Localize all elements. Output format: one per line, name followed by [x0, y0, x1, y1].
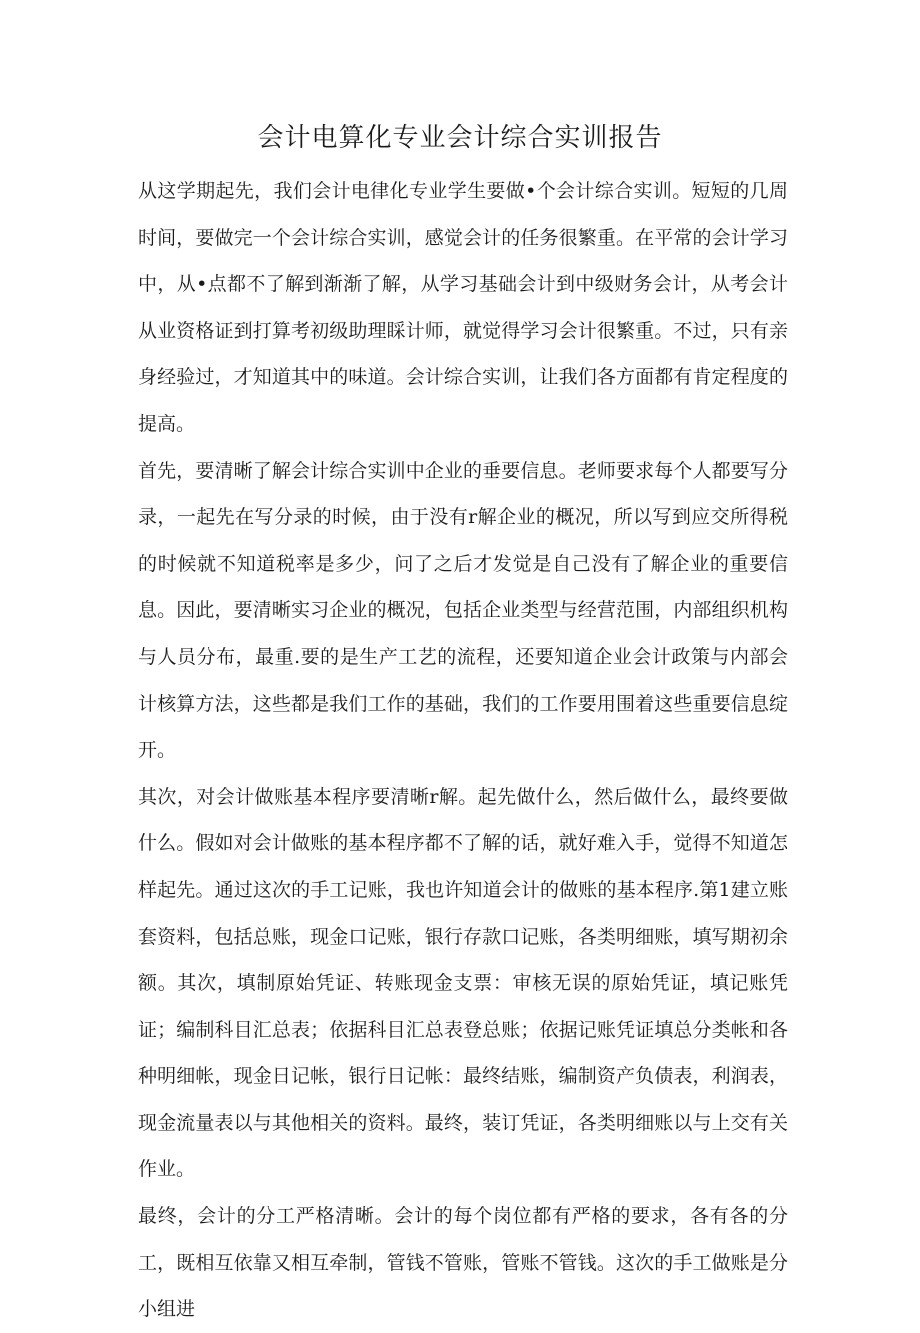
paragraph-final-point: 最终，会计的分工严格清晰。会计的每个岗位都有严格的要求，各有各的分工，既相互依靠又相互牵制，管钱不管账，管账不管钱。这次的手工做账是分小组进 — [138, 1205, 788, 1321]
paragraph-first-point: 首先，要清晰了解会计综合实训中企业的垂要信息。老师要求每个人都要写分录，一起先在写分录的时候，由于没有r解企业的概况，所以写到应交所得税的时候就不知道税率是多少，问了之后才发觉是自己没有了解企业的重要信息。因此，要清晰实习企业的概况，包括企业类型与经营范围，内部组织机构与人员分布，最重.要的是生产工艺的流程，还要知道企业会计政策与内部会计核算方法，这些都是我们工作的基础，我们的工作要用围着这些重要信息绽开。 — [138, 459, 788, 762]
paragraph-second-point: 其次，对会计做账基本程序要清晰r解。起先做什么，然后做什么，最终要做什么。假如对会计做账的基本程序都不了解的话，就好难入手，觉得不知道怎样起先。通过这次的手工记账，我也许知道会计的做账的基本程序.第1建立账套资料，包括总账，现金口记账，银行存款口记账，各类明细账，填写期初余额。其次，填制原始凭证、转账现金支票：审核无误的原始凭证，填记账凭证；编制科目汇总表；依据科目汇总表登总账；依据记账凭证填总分类帐和各种明细帐，现金日记帐，银行日记帐：最终结账，编制资产负债表，利润表，现金流量表以与其他相关的资料。最终，装订凭证，各类明细账以与上交有关作业。 — [138, 785, 788, 1181]
document-title: 会计电算化专业会计综合实训报告 — [257, 123, 663, 153]
paragraph-intro: 从这学期起先，我们会计电律化专业学生要做•个会计综合实训。短短的几周时间，要做完一个会计综合实训，感觉会计的任务很繁重。在平常的会计学习中，从•点都不了解到渐渐了解，从学习基础会计到中级财务会计，从考会计从业资格证到打算考初级助理睬计师，就觉得学习会计很繁重。不过，只有亲身经验过，才知道其中的味道。会计综合实训，让我们各方面都有肯定程度的提高。 — [138, 180, 788, 435]
document-body — [138, 168, 788, 1333]
